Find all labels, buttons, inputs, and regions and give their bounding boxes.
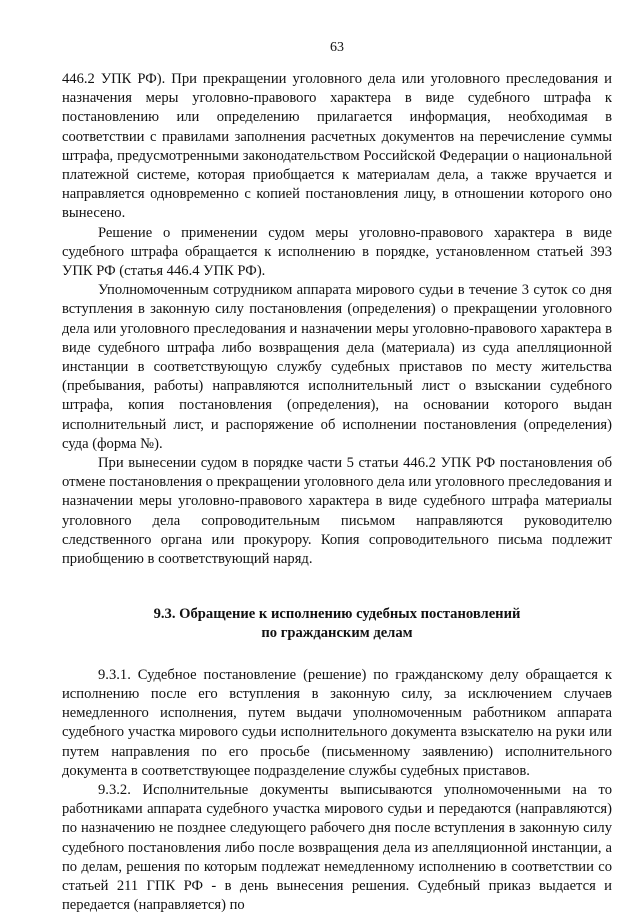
section-heading-line-2: по гражданским делам — [261, 625, 413, 642]
paragraph-bailiff-dispatch: Уполномоченным сотрудником аппарата мирового судьи в течение 3 суток со дня вступления в законную силу постановления (определения) о прекращении уголовного дела или уголовного преследования и назначении меры уголовно-правового характера в виде судебного штрафа либо возвращения дела (материала) из суда апелляционной инстанции в соответствующую службу судебных приставов по месту жительства (пребывания, работы) направляются исполнительный лист о взыскании судебного штрафа, копия постановления (определения), на основании которого выдан исполнительный лист, и распоряжение об исполнении постановления (определения) суда (форма №). — [62, 282, 612, 452]
paragraph-9-3-2: 9.3.2. Исполнительные документы выписываются уполномоченными на то работниками аппарата судебного участка мирового судьи и передаются (направляются) по назначению не позднее следующего рабочего дня после вступления в законную силу судебного постановления либо после возвращения дела из апелляционной инстанции, а по делам, решения по которым подлежат немедленному исполнению в соответствии со статьей 211 ГПК РФ - в день вынесения решения. Судебный приказ выдается и передается (направляется) по — [62, 781, 612, 914]
section-heading-line-1: 9.3. Обращение к исполнению судебных постановлений — [153, 606, 521, 623]
section-heading — [62, 605, 612, 643]
paragraph-continuation: 446.2 УПК РФ). При прекращении уголовного дела или уголовного преследования и назначения меры уголовно-правового характера в виде судебного штрафа к постановлению или определению прилагается информация, необходимая в соответствии с правилами заполнения расчетных документов на перечисление суммы штрафа, предусмотренными законодательством Российской Федерации о национальной платежной системе, которая приобщается к материалам дела, а также вручается и направляется одновременно с копией постановления лицу, в отношении которого оно вынесено. — [62, 71, 612, 222]
page-number: 63 — [330, 40, 344, 55]
paragraph-cancellation: При вынесении судом в порядке части 5 статьи 446.2 УПК РФ постановления об отмене постановления о прекращении уголовного дела или уголовного преследования и назначении меры уголовно-правового характера в виде судебного штрафа материалы уголовного дела сопроводительным письмом направляются руководителю следственного органа или прокурору. Копия сопроводительного письма подлежит приобщению в соответствующий наряд. — [62, 455, 612, 568]
paragraph-fine-execution: Решение о применении судом меры уголовно-правового характера в виде судебного штрафа обращается к исполнению в порядке, установленном статьей 393 УПК РФ (статья 446.4 УПК РФ). — [62, 224, 612, 280]
paragraph-9-3-1: 9.3.1. Судебное постановление (решение) по гражданскому делу обращается к исполнению после его вступления в законную силу, за исключением случаев немедленного исполнения, путем выдачи уполномоченным работником аппарата судебного участка мирового судьи исполнительного документа взыскателю на руки или путем направления по его просьбе (письменному заявлению) исполнительного документа в соответствующее подразделение службы судебных приставов. — [62, 666, 612, 779]
